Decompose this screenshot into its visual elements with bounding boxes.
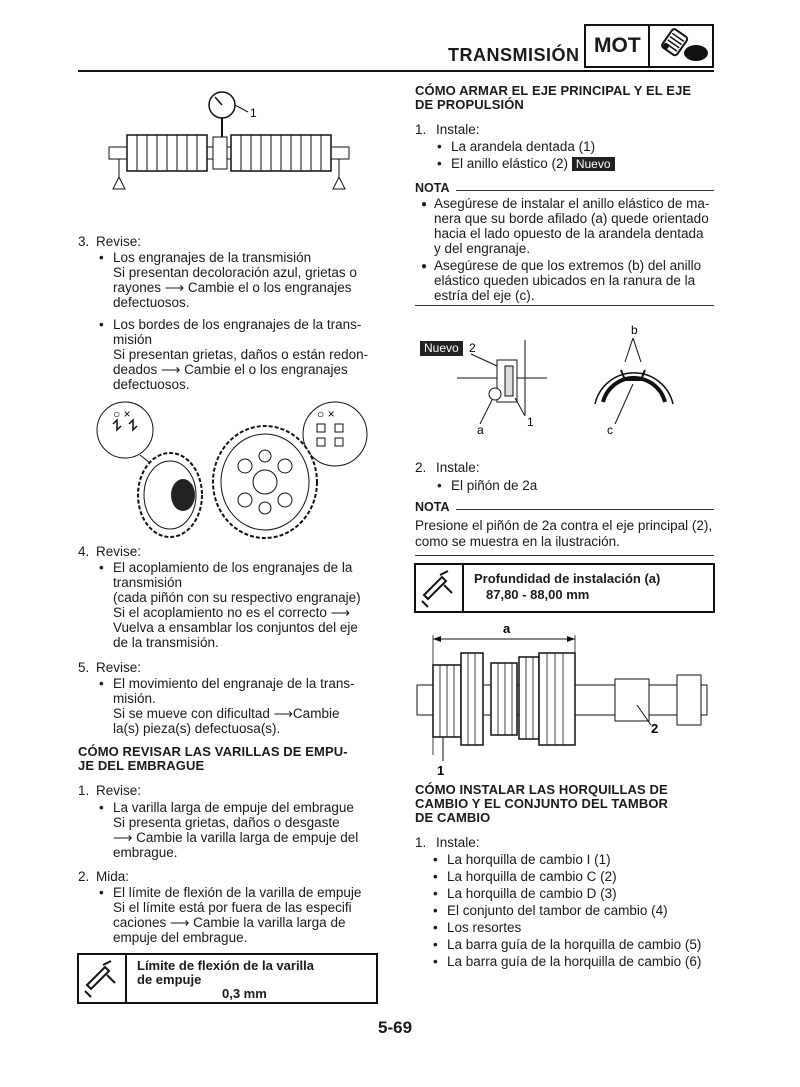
step-5-num: 5. — [78, 660, 90, 675]
rod-step-2-num: 2. — [78, 869, 90, 884]
nota-1-p1-l4: y del engranaje. — [434, 241, 531, 256]
fig-label-2: 2 — [469, 341, 476, 355]
nota-2-l2: como se muestra en la ilustración. — [415, 534, 620, 549]
nota-rule — [456, 190, 714, 191]
heading-l3: DE CAMBIO — [415, 810, 491, 825]
step-4-l2: transmisión — [113, 575, 183, 590]
spec-label-l1: Límite de flexión de la varilla — [137, 958, 315, 973]
install-step-2-verb: Instale: — [436, 460, 480, 475]
nota-1-p1-l3: hacia el lado opuesto de la arandela dentada — [434, 226, 704, 241]
nota-end-rule — [415, 305, 714, 306]
new-tag: Nuevo — [572, 157, 615, 171]
step-3-b1-l2: rayones ⟶ Cambie el o los engranajes — [113, 280, 352, 295]
main-shaft-illustration — [415, 615, 715, 780]
step-3-bullet-2 — [113, 317, 383, 392]
header-rule — [78, 70, 714, 72]
rod-step-1-bullet — [113, 800, 383, 860]
section-heading-shift-forks — [415, 783, 735, 825]
step-4-l3: (cada piñón con su respectivo engranaje) — [113, 590, 361, 605]
nota-1-body — [434, 196, 734, 303]
rod-step-2 — [78, 869, 378, 884]
step-3 — [78, 234, 378, 249]
step-5-bullet — [113, 676, 383, 736]
fig-label-c: c — [607, 423, 613, 437]
nota-2-l1: Presione el piñón de 2a contra el eje principal (2), — [415, 518, 713, 533]
heading-l1: CÓMO REVISAR LAS VARILLAS DE EMPU- — [78, 744, 348, 759]
install-step-1-b2: El anillo elástico (2) — [451, 156, 569, 171]
fig-label-1: 1 — [527, 415, 534, 429]
step-3-b1-l1: Si presentan decoloración azul, grietas o — [113, 265, 357, 280]
rod-step-2-l3: caciones ⟶ Cambie la varilla larga de — [113, 915, 346, 930]
step-4-l4: Si el acoplamiento no es el correcto ⟶ — [113, 605, 350, 620]
fork-step-1-verb: Instale: — [436, 835, 480, 850]
install-step-1 — [415, 122, 715, 137]
page-number: 5-69 — [378, 1018, 413, 1037]
list-item: • La horquilla de cambio I (1) — [447, 852, 737, 867]
header-badge — [584, 24, 714, 68]
caliper-icon — [79, 955, 127, 1002]
step-5-l2: misión. — [113, 691, 156, 706]
nota-2-label: NOTA — [415, 500, 450, 514]
fig1-label: 1 — [250, 106, 257, 120]
nota-2-rule — [456, 509, 714, 510]
svg-text:○ ×: ○ × — [113, 407, 131, 421]
nota-label: NOTA — [415, 181, 450, 195]
install-step-2-num: 2. — [415, 460, 427, 475]
heading-l2: JE DEL EMBRAGUE — [78, 758, 205, 773]
step-3-b2-l1: • Los bordes de los engranajes de la trans- — [113, 317, 383, 332]
spec-value: 0,3 mm — [222, 986, 267, 1001]
heading-l2: CAMBIO Y EL CONJUNTO DEL TAMBOR — [415, 796, 669, 811]
step-3-b1-l3: defectuosos. — [113, 295, 190, 310]
nota-1-p1-l2: nera que su borde afilado (a) quede orientado — [434, 211, 709, 226]
shaft-runout-illustration — [105, 85, 355, 195]
step-5 — [78, 660, 378, 675]
rod-step-1-l1: • La varilla larga de empuje del embrague — [113, 800, 383, 815]
nota-1-p2-l3: estría del eje (c). — [434, 288, 535, 303]
step-4 — [78, 544, 378, 559]
step-3-b2-l3: Si presentan grietas, daños o están redon- — [113, 347, 369, 362]
fork-step-1-list — [447, 852, 737, 971]
shaft-label-a: a — [503, 621, 511, 636]
nota-1-p2-l1: ● Asegúrese de que los extremos (b) del anillo — [434, 258, 734, 273]
shaft-label-1: 1 — [437, 763, 445, 778]
caliper-icon — [416, 565, 464, 611]
rod-step-1-l4: embrague. — [113, 845, 178, 860]
svg-text:○ ×: ○ × — [317, 407, 335, 421]
step-4-l1: • El acoplamiento de los engranajes de la — [113, 560, 383, 575]
fig-label-b: b — [631, 323, 638, 337]
install-depth-spec-box — [414, 563, 715, 613]
install-step-1-b1: • La arandela dentada (1) — [451, 139, 721, 154]
rod-step-1-l2: Si presenta grietas, daños o desgaste — [113, 815, 340, 830]
install-step-1-verb: Instale: — [436, 122, 480, 137]
spec-value: 87,80 - 88,00 mm — [486, 587, 590, 602]
header-badge-label: MOT — [594, 34, 641, 57]
section-heading-push-rods — [78, 745, 388, 773]
rod-step-2-l1: • El límite de flexión de la varilla de empuje — [113, 885, 383, 900]
step-4-l6: de la transmisión. — [113, 635, 219, 650]
spec-label: Profundidad de instalación (a) — [474, 571, 661, 586]
rod-step-1-verb: Revise: — [96, 783, 142, 798]
step-3-b1-title: • Los engranajes de la transmisión — [113, 250, 383, 265]
step-5-l3: Si se mueve con dificultad ⟶Cambie — [113, 706, 340, 721]
heading-l2: DE PROPULSIÓN — [415, 97, 524, 112]
step-3-verb: Revise: — [96, 234, 142, 249]
bend-limit-spec-box — [77, 953, 378, 1004]
step-3-num: 3. — [78, 234, 90, 249]
nota-1-p2-l2: elástico queden ubicados en la ranura de la — [434, 273, 696, 288]
list-item: • La barra guía de la horquilla de cambio (5) — [447, 937, 737, 952]
rod-step-1-l3: ⟶ Cambie la varilla larga de empuje del — [113, 830, 359, 845]
heading-l1: CÓMO ARMAR EL EJE PRINCIPAL Y EL EJE — [415, 83, 692, 98]
list-item: • El conjunto del tambor de cambio (4) — [447, 903, 737, 918]
fork-step-1-num: 1. — [415, 835, 427, 850]
install-step-2-b1: • El piñón de 2a — [451, 478, 721, 493]
rod-step-1-num: 1. — [78, 783, 90, 798]
gear-edges-illustration — [95, 400, 375, 545]
step-3-b2-l4: deados ⟶ Cambie el o los engranajes — [113, 362, 348, 377]
rod-step-2-verb: Mida: — [96, 869, 130, 884]
step-4-bullet — [113, 560, 383, 650]
list-item: • La horquilla de cambio D (3) — [447, 886, 737, 901]
list-item: • La horquilla de cambio C (2) — [447, 869, 737, 884]
install-step-1-num: 1. — [415, 122, 427, 137]
list-item: • Los resortes — [447, 920, 737, 935]
rod-step-2-bullet — [113, 885, 383, 945]
nota-2-body — [415, 518, 735, 549]
install-step-1-bullets — [451, 139, 721, 171]
spec-label-l2: de empuje — [137, 972, 202, 987]
shaft-label-2: 2 — [651, 721, 659, 736]
engine-icon — [652, 28, 710, 64]
step-3-bullet-1 — [113, 250, 383, 310]
step-5-l4: la(s) pieza(s) defectuosa(s). — [113, 721, 281, 736]
step-4-num: 4. — [78, 544, 90, 559]
install-step-2 — [415, 460, 715, 475]
step-3-b2-l5: defectuosos. — [113, 377, 190, 392]
circlip-illustration — [415, 320, 715, 440]
fig-label-a: a — [477, 423, 484, 437]
list-item: • La barra guía de la horquilla de cambio (6) — [447, 954, 737, 969]
fig-new-tag: Nuevo — [420, 341, 463, 356]
step-5-verb: Revise: — [96, 660, 142, 675]
step-5-l1: • El movimiento del engranaje de la trans- — [113, 676, 383, 691]
heading-l1: CÓMO INSTALAR LAS HORQUILLAS DE — [415, 782, 668, 797]
rod-step-1 — [78, 783, 378, 798]
step-4-verb: Revise: — [96, 544, 142, 559]
rod-step-2-l2: Si el límite está por fuera de las especifi — [113, 900, 352, 915]
fork-step-1 — [415, 835, 715, 850]
install-step-2-bullet — [451, 478, 721, 493]
header-title: TRANSMISIÓN — [448, 45, 580, 65]
step-3-b2-l2: misión — [113, 332, 153, 347]
section-heading-assemble — [415, 84, 735, 112]
nota-2-end-rule — [415, 555, 714, 556]
nota-1-p1-l1: ● Asegúrese de instalar el anillo elástico de ma- — [434, 196, 734, 211]
step-4-l5: Vuelva a ensamblar los conjuntos del eje — [113, 620, 358, 635]
rod-step-2-l4: empuje del embrague. — [113, 930, 248, 945]
